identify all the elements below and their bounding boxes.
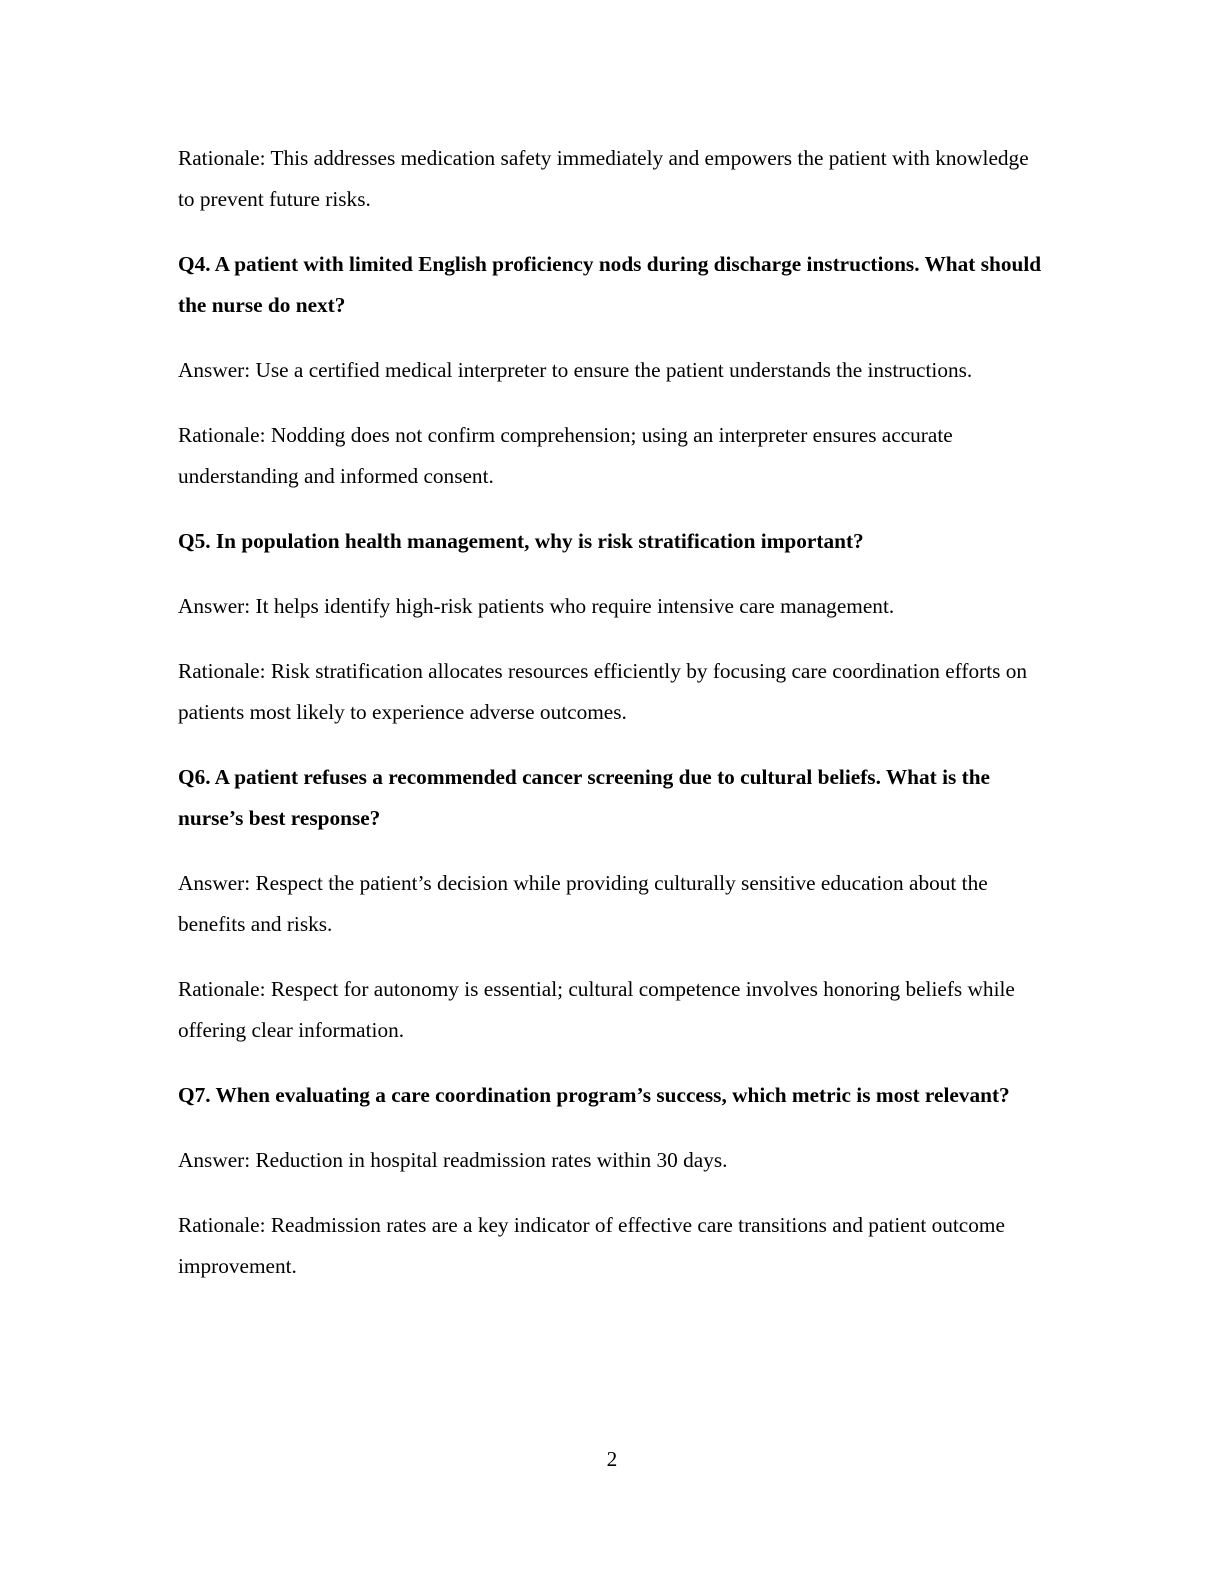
rationale-q5: Rationale: Risk stratification allocates resources efficiently by focusing care coordination efforts on patients most likely to experience adverse outcomes. xyxy=(178,659,1028,724)
answer-q4: Answer: Use a certified medical interpreter to ensure the patient understands the instructions. xyxy=(178,358,973,382)
page-content xyxy=(178,138,1048,1311)
rationale-q7: Rationale: Readmission rates are a key indicator of effective care transitions and patient outcome improvement. xyxy=(178,1213,1005,1278)
rationale-q3: Rationale: This addresses medication safety immediately and empowers the patient with knowledge to prevent future risks. xyxy=(178,146,1029,211)
page-number: 2 xyxy=(606,1447,618,1471)
question-q7: Q7. When evaluating a care coordination program’s success, which metric is most relevant? xyxy=(178,1083,1010,1107)
question-q6: Q6. A patient refuses a recommended cancer screening due to cultural beliefs. What is the nurse’s best response? xyxy=(178,765,990,830)
question-q4: Q4. A patient with limited English proficiency nods during discharge instructions. What should the nurse do next? xyxy=(178,252,1042,317)
rationale-q4: Rationale: Nodding does not confirm comprehension; using an interpreter ensures accurate understanding and informed consent. xyxy=(178,423,953,488)
answer-q5: Answer: It helps identify high-risk patients who require intensive care management. xyxy=(178,594,895,618)
rationale-q6: Rationale: Respect for autonomy is essential; cultural competence involves honoring beliefs while offering clear information. xyxy=(178,977,1015,1042)
answer-q7: Answer: Reduction in hospital readmission rates within 30 days. xyxy=(178,1148,728,1172)
question-q5: Q5. In population health management, why is risk stratification important? xyxy=(178,529,864,553)
answer-q6: Answer: Respect the patient’s decision while providing culturally sensitive education about the benefits and risks. xyxy=(178,871,988,936)
